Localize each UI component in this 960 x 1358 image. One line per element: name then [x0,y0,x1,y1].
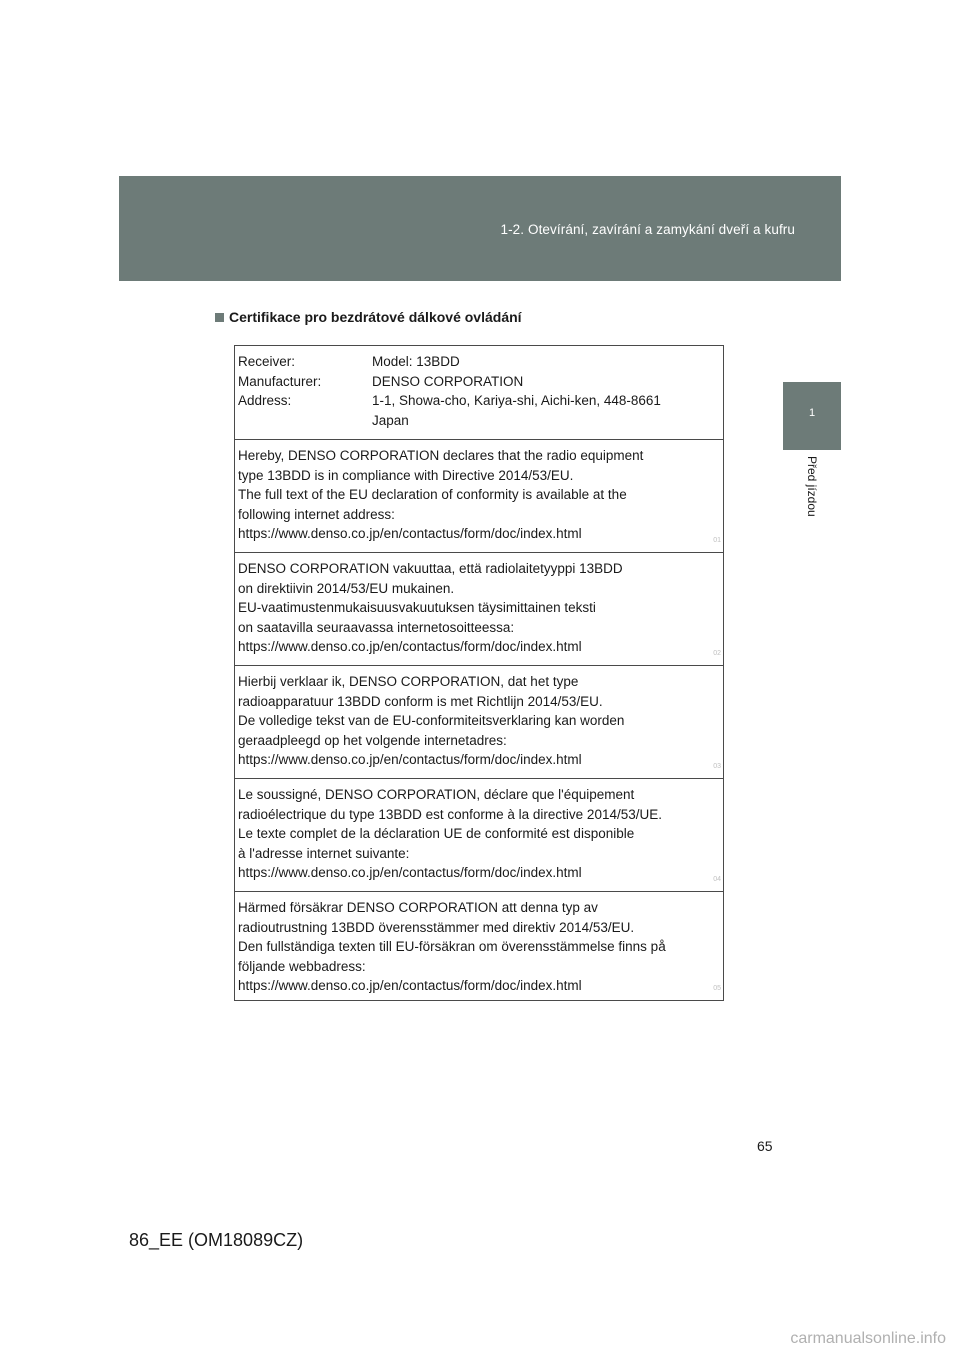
declaration-line: Härmed försäkrar DENSO CORPORATION att denna typ av [238,900,598,915]
declaration-url: https://www.denso.co.jp/en/contactus/form/doc/index.html [238,865,582,880]
declaration-line: geraadpleegd op het volgende internetadres: [238,732,507,748]
document-code: 86_EE (OM18089CZ) [129,1230,304,1250]
declaration-french [235,779,723,892]
receiver-label: Receiver: [238,354,296,369]
page-number: 65 [757,1138,773,1154]
declaration-url: https://www.denso.co.jp/en/contactus/form/doc/index.html [238,526,582,541]
declaration-line: on saatavilla seuraavassa internetosoitteessa: [238,619,515,635]
declaration-line: DENSO CORPORATION vakuuttaa, että radiolaitetyyppi 13BDD [238,561,623,576]
receiver-value: Model: 13BDD [372,354,460,369]
declaration-line: Hierbij verklaar ik, DENSO CORPORATION, dat het type [238,674,579,689]
watermark: carmanualsonline.info [790,1330,946,1347]
square-bullet-icon [215,313,224,322]
declaration-line: on direktiivin 2014/53/EU mukainen. [238,580,455,596]
address-label: Address: [238,393,292,408]
declaration-url: https://www.denso.co.jp/en/contactus/form/doc/index.html [238,752,582,767]
chapter-title: 1-2. Otevírání, zavírání a zamykání dveří a kufru [500,222,795,237]
declaration-line: radioutrustning 13BDD överensstämmer med direktiv 2014/53/EU. [238,919,635,935]
declaration-line: De volledige tekst van de EU-conformiteitsverklaring kan worden [238,713,625,728]
address-row [238,391,723,411]
declaration-line: Hereby, DENSO CORPORATION declares that the radio equipment [238,448,644,463]
declaration-line: The full text of the EU declaration of conformity is available at the [238,487,627,502]
section-title: Certifikace pro bezdrátové dálkové ovládání [229,309,522,325]
block-code: 02 [713,649,721,657]
block-code: 04 [713,875,721,883]
declaration-url: https://www.denso.co.jp/en/contactus/form/doc/index.html [238,639,582,654]
declaration-swedish [235,892,723,1000]
block-code: 03 [713,762,721,770]
manufacturer-value: DENSO CORPORATION [372,373,524,389]
declaration-line: following internet address: [238,506,395,522]
declaration-line: Den fullständiga texten till EU-försäkran om överensstämmelse finns på [238,939,666,954]
declaration-line: à l'adresse internet suivante: [238,845,410,861]
manufacturer-label: Manufacturer: [238,373,322,389]
declaration-finnish [235,553,723,666]
declaration-line: följande webbadress: [238,958,366,974]
section-heading [215,309,522,325]
side-tab-label [784,456,840,576]
declaration-url: https://www.denso.co.jp/en/contactus/form/doc/index.html [238,978,582,993]
receiver-info-block [235,346,723,440]
address-country: Japan [372,412,409,428]
manufacturer-row [238,372,723,392]
declaration-line: type 13BDD is in compliance with Directive 2014/53/EU. [238,467,574,483]
declaration-line: radioélectrique du type 13BDD est conforme à la directive 2014/53/UE. [238,806,662,822]
header-band [119,176,841,281]
side-chapter-tab [783,382,841,450]
declaration-english [235,440,723,553]
declaration-dutch [235,666,723,779]
declaration-line: EU-vaatimustenmukaisuusvakuutuksen täysimittainen teksti [238,600,596,615]
chapter-number: 1 [808,407,816,419]
address-value: 1-1, Showa-cho, Kariya-shi, Aichi-ken, 448-8661 [372,393,661,408]
declaration-line: Le soussigné, DENSO CORPORATION, déclare que l'équipement [238,787,635,802]
block-code: 05 [713,984,721,992]
receiver-row [238,352,723,372]
declaration-line: radioapparatuur 13BDD conform is met Richtlijn 2014/53/EU. [238,693,603,709]
address-continuation-label [238,411,372,431]
certification-box [234,345,724,1001]
chapter-name: Před jízdou [805,456,819,517]
declaration-line: Le texte complet de la déclaration UE de conformité est disponible [238,826,635,841]
block-code: 01 [713,536,721,544]
address-continuation-row [238,411,723,431]
